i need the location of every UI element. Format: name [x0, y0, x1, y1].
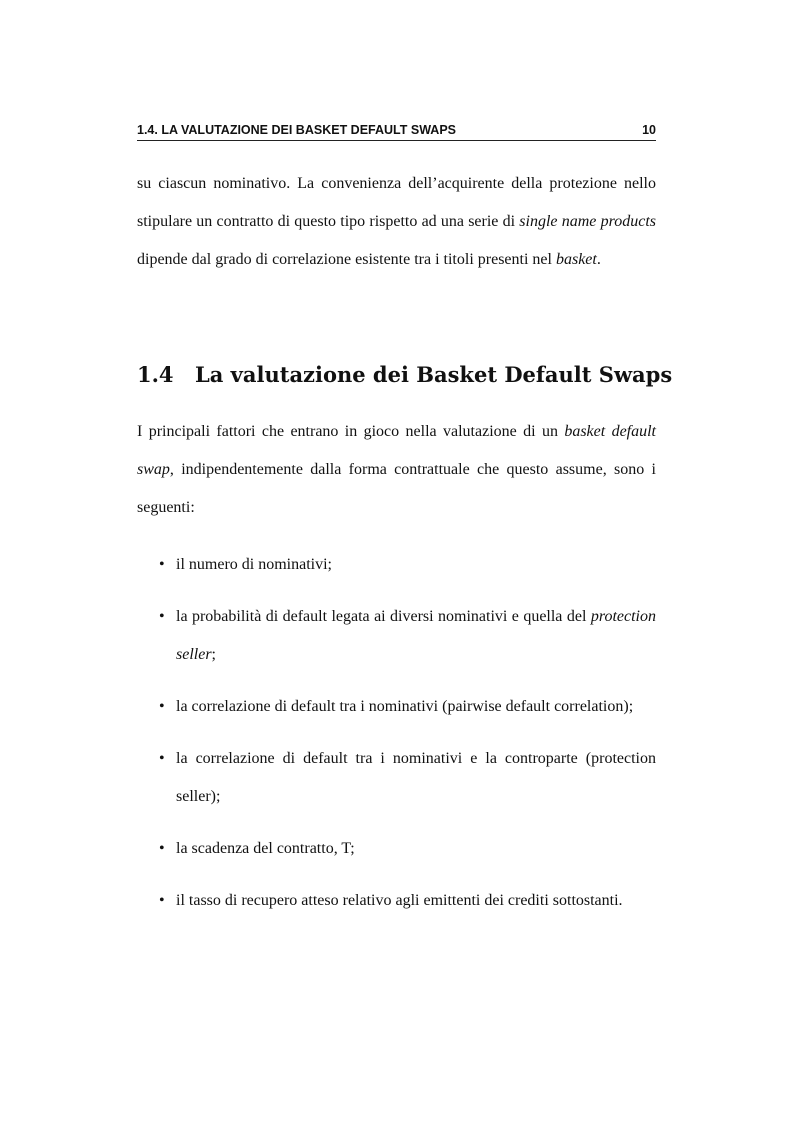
paragraph-text: su ciascun nominativo. La convenienza dell’acquirente della protezione nello stipulare un contratto di questo tipo rispetto ad una serie di [137, 175, 656, 230]
bullet-icon: • [159, 556, 165, 573]
emphasis-text: protection seller [176, 608, 656, 663]
list-item [137, 688, 656, 726]
paragraph-text: I principali fattori che entrano in gioco nella valutazione di un [137, 423, 565, 440]
list-item [137, 882, 656, 920]
paragraph-intro [137, 165, 656, 279]
list-item-text: il numero di nominativi; [176, 556, 332, 573]
emphasis-text: basket [555, 251, 597, 268]
bullet-icon: • [159, 892, 165, 909]
list-item [137, 598, 656, 674]
list-item [137, 830, 656, 868]
paragraph-factors [137, 413, 656, 527]
bullet-icon: • [159, 750, 165, 767]
factors-list [137, 546, 656, 934]
list-item [137, 740, 656, 816]
emphasis-text: basket default swap [137, 423, 656, 478]
paragraph-text: . [596, 251, 601, 268]
paragraph-text: dipende dal grado di correlazione esistente tra i titoli presenti nel [137, 251, 556, 268]
bullet-icon: • [159, 608, 165, 625]
list-item-text: ; [211, 646, 216, 663]
emphasis-text: single name products [519, 213, 656, 230]
paragraph-text: , indipendentemente dalla forma contrattuale che questo assume, sono i seguenti: [137, 461, 656, 516]
list-item [137, 546, 656, 584]
page-number: 10 [642, 123, 656, 137]
list-item-text: il tasso di recupero atteso relativo agli emittenti dei crediti sottostanti. [176, 892, 623, 909]
section-heading [137, 362, 677, 387]
list-item-text: la correlazione di default tra i nominativi (pairwise default correlation); [176, 698, 634, 715]
list-item-text: la scadenza del contratto, T; [176, 840, 355, 857]
page-header [137, 122, 656, 141]
bullet-icon: • [159, 698, 165, 715]
list-item-text: la correlazione di default tra i nominativi e la controparte (protection seller); [176, 750, 656, 805]
bullet-icon: • [159, 840, 165, 857]
list-item-text: la probabilità di default legata ai diversi nominativi e quella del [176, 608, 591, 625]
running-title: 1.4. LA VALUTAZIONE DEI BASKET DEFAULT SWAPS [137, 123, 457, 137]
section-title-text: La valutazione dei Basket Default Swaps [195, 362, 673, 387]
section-number: 1.4 [137, 362, 174, 387]
